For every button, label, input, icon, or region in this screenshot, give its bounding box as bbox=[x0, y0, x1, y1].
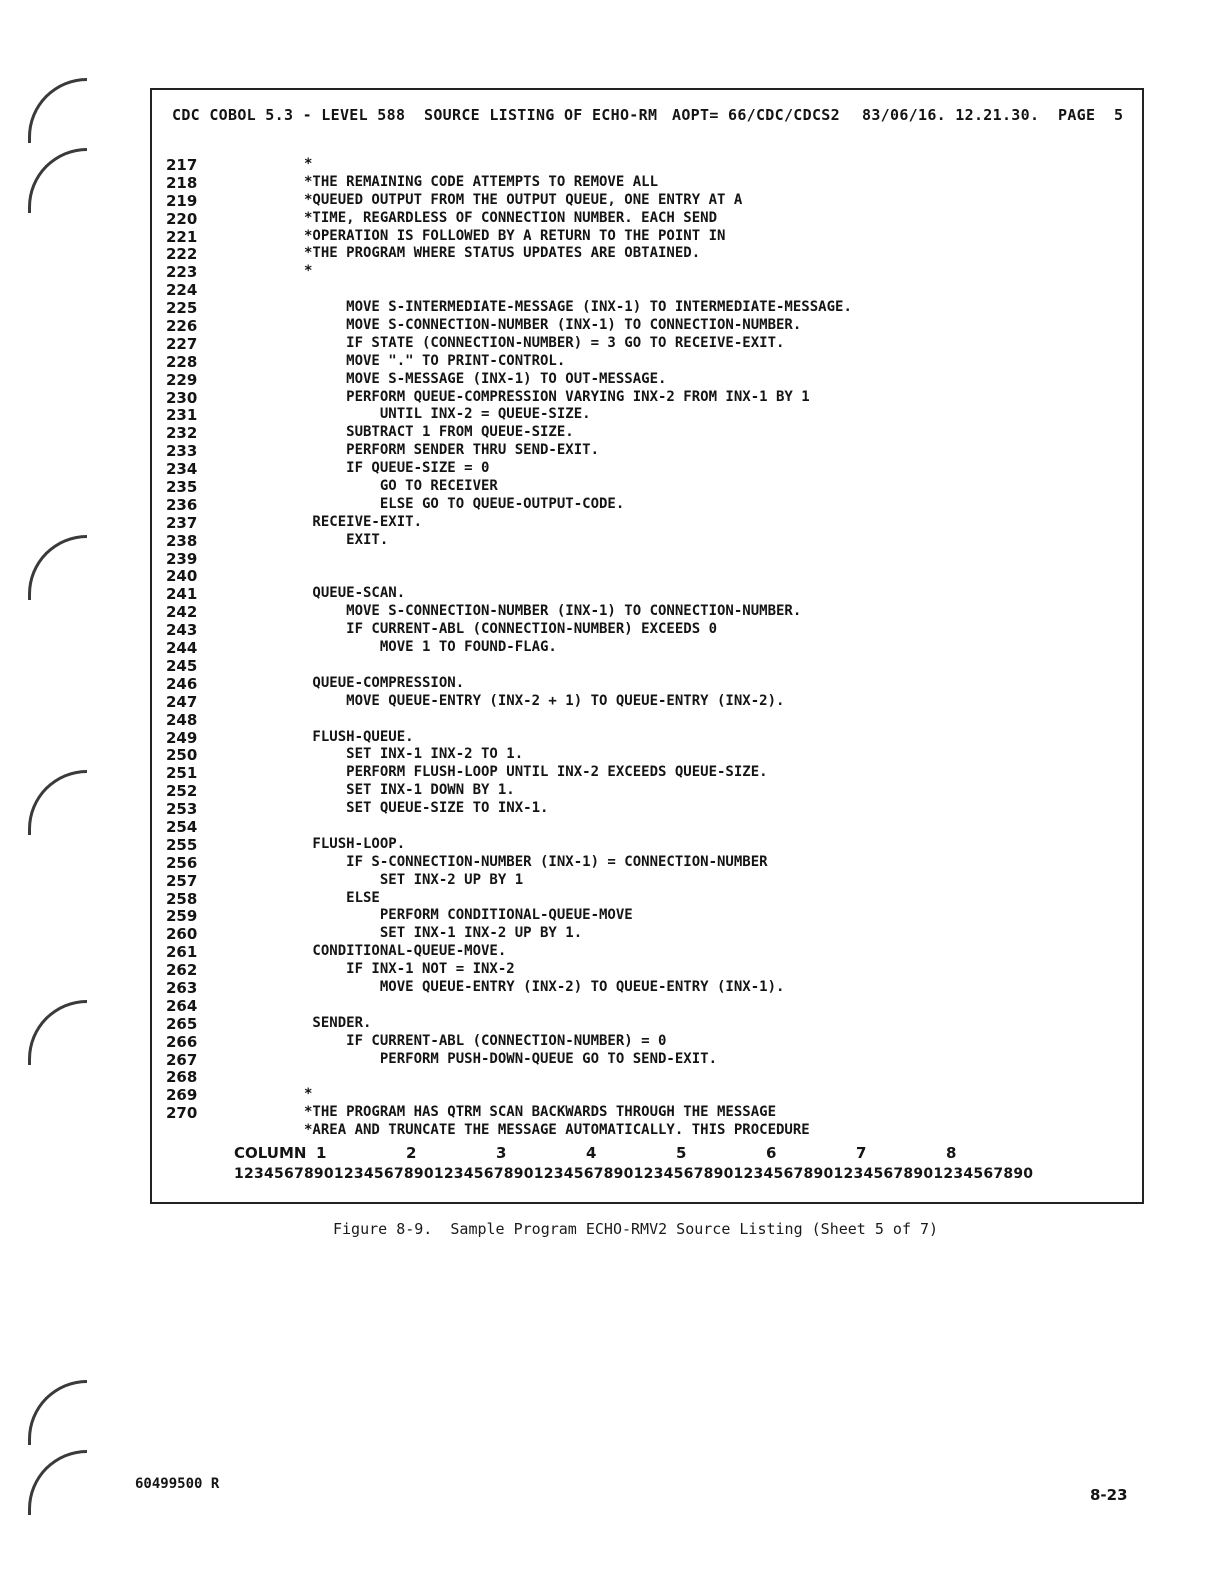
line-number: 251 bbox=[166, 764, 198, 783]
source-listing bbox=[166, 156, 1126, 1140]
code-text: SENDER. bbox=[304, 1014, 372, 1031]
code-text: CONDITIONAL-QUEUE-MOVE. bbox=[304, 943, 507, 960]
code-text: * bbox=[304, 156, 313, 172]
listing-line bbox=[166, 335, 1126, 353]
line-number: 261 bbox=[166, 943, 198, 962]
listing-line bbox=[166, 424, 1126, 442]
binder-hole-decoration bbox=[28, 535, 87, 600]
code-text: *AREA AND TRUNCATE THE MESSAGE AUTOMATICALLY. THIS PROCEDURE bbox=[304, 1122, 810, 1139]
line-number: 239 bbox=[166, 549, 198, 568]
column-mark: 7 bbox=[856, 1144, 867, 1162]
line-number: 243 bbox=[166, 621, 198, 640]
code-text: PERFORM CONDITIONAL-QUEUE-MOVE bbox=[304, 907, 633, 924]
code-text: *TIME, REGARDLESS OF CONNECTION NUMBER. EACH SEND bbox=[304, 209, 718, 226]
line-number: 245 bbox=[166, 656, 198, 675]
column-mark: 8 bbox=[946, 1144, 957, 1162]
line-number: 266 bbox=[166, 1032, 198, 1051]
line-number: 228 bbox=[166, 352, 198, 371]
code-text: EXIT. bbox=[304, 531, 389, 548]
listing-line bbox=[166, 657, 1126, 675]
code-text: PERFORM FLUSH-LOOP UNTIL INX-2 EXCEEDS QUEUE-SIZE. bbox=[304, 764, 768, 781]
listing-line bbox=[166, 621, 1126, 639]
binder-hole-decoration bbox=[28, 78, 87, 143]
listing-line bbox=[166, 281, 1126, 299]
listing-line bbox=[166, 174, 1126, 192]
listing-line bbox=[166, 1015, 1126, 1033]
line-number: 268 bbox=[166, 1068, 198, 1087]
line-number: 236 bbox=[166, 495, 198, 514]
line-number: 263 bbox=[166, 978, 198, 997]
line-number: 224 bbox=[166, 281, 198, 300]
code-text: IF INX-1 NOT = INX-2 bbox=[304, 961, 515, 978]
line-number: 258 bbox=[166, 889, 198, 908]
binder-hole-decoration bbox=[28, 1380, 87, 1445]
listing-line bbox=[166, 1104, 1126, 1122]
code-text: *THE REMAINING CODE ATTEMPTS TO REMOVE ALL bbox=[304, 173, 659, 190]
line-number: 248 bbox=[166, 710, 198, 729]
line-number: 222 bbox=[166, 245, 198, 264]
column-ruler-digits: 12345678901234567890123456789012345678901234567890123456789012345678901234567890 bbox=[234, 1166, 1034, 1182]
code-text: PERFORM QUEUE-COMPRESSION VARYING INX-2 FROM INX-1 BY 1 bbox=[304, 388, 810, 405]
code-text: FLUSH-QUEUE. bbox=[304, 728, 414, 745]
listing-line bbox=[166, 764, 1126, 782]
listing-line bbox=[166, 1068, 1126, 1086]
listing-line bbox=[166, 1086, 1126, 1104]
line-number: 246 bbox=[166, 674, 198, 693]
listing-title: SOURCE LISTING OF ECHO-RM bbox=[424, 106, 658, 124]
listing-line bbox=[166, 442, 1126, 460]
listing-line bbox=[166, 228, 1126, 246]
listing-line bbox=[166, 854, 1126, 872]
listing-header bbox=[172, 106, 1122, 134]
line-number: 240 bbox=[166, 567, 198, 586]
line-number: 250 bbox=[166, 746, 198, 765]
line-number: 244 bbox=[166, 639, 198, 658]
line-number: 255 bbox=[166, 835, 198, 854]
code-text: SET QUEUE-SIZE TO INX-1. bbox=[304, 800, 549, 817]
code-text: *THE PROGRAM WHERE STATUS UPDATES ARE OBTAINED. bbox=[304, 245, 701, 262]
code-text: UNTIL INX-2 = QUEUE-SIZE. bbox=[304, 406, 591, 423]
listing-line bbox=[166, 925, 1126, 943]
line-number: 259 bbox=[166, 907, 198, 926]
code-text: * bbox=[304, 263, 313, 280]
listing-line bbox=[166, 406, 1126, 424]
listing-line bbox=[166, 997, 1126, 1015]
listing-line bbox=[166, 907, 1126, 925]
code-text: RECEIVE-EXIT. bbox=[304, 513, 423, 530]
listing-line bbox=[166, 210, 1126, 228]
code-text: IF CURRENT-ABL (CONNECTION-NUMBER) EXCEEDS 0 bbox=[304, 621, 718, 638]
code-text: MOVE S-INTERMEDIATE-MESSAGE (INX-1) TO INTERMEDIATE-MESSAGE. bbox=[304, 299, 852, 316]
line-number: 229 bbox=[166, 370, 198, 389]
line-number: 218 bbox=[166, 173, 198, 192]
listing-line bbox=[166, 389, 1126, 407]
binder-hole-decoration bbox=[28, 1450, 87, 1515]
listing-line bbox=[166, 639, 1126, 657]
listing-line bbox=[166, 693, 1126, 711]
page-number: PAGE 5 bbox=[1058, 106, 1124, 124]
code-text: QUEUE-COMPRESSION. bbox=[304, 674, 465, 691]
line-number: 233 bbox=[166, 442, 198, 461]
figure-caption: Figure 8-9. Sample Program ECHO-RMV2 Source Listing (Sheet 5 of 7) bbox=[333, 1220, 939, 1238]
line-number: 230 bbox=[166, 388, 198, 407]
line-number: 270 bbox=[166, 1104, 198, 1123]
listing-line bbox=[166, 567, 1126, 585]
line-number: 221 bbox=[166, 227, 198, 246]
listing-line bbox=[166, 496, 1126, 514]
compiler-version: CDC COBOL 5.3 - LEVEL 588 bbox=[172, 106, 406, 124]
code-text: MOVE QUEUE-ENTRY (INX-2 + 1) TO QUEUE-ENTRY (INX-2). bbox=[304, 692, 785, 709]
line-number: 226 bbox=[166, 317, 198, 336]
code-text: ELSE bbox=[304, 889, 380, 906]
line-number: 262 bbox=[166, 961, 198, 980]
line-number: 238 bbox=[166, 531, 198, 550]
code-text: SET INX-2 UP BY 1 bbox=[304, 871, 524, 888]
listing-line bbox=[166, 800, 1126, 818]
code-text: SUBTRACT 1 FROM QUEUE-SIZE. bbox=[304, 424, 574, 441]
code-text: SET INX-1 DOWN BY 1. bbox=[304, 782, 515, 799]
listing-line bbox=[166, 478, 1126, 496]
code-text: * bbox=[304, 1086, 313, 1103]
listing-line bbox=[166, 192, 1126, 210]
line-number: 264 bbox=[166, 996, 198, 1015]
listing-line bbox=[166, 782, 1126, 800]
binder-hole-decoration bbox=[28, 1000, 87, 1065]
code-text: QUEUE-SCAN. bbox=[304, 585, 406, 602]
line-number: 247 bbox=[166, 692, 198, 711]
listing-line bbox=[166, 729, 1126, 747]
listing-line bbox=[166, 746, 1126, 764]
column-mark: 5 bbox=[676, 1144, 687, 1162]
code-text: MOVE S-MESSAGE (INX-1) TO OUT-MESSAGE. bbox=[304, 370, 667, 387]
code-text: GO TO RECEIVER bbox=[304, 478, 498, 495]
code-text: SET INX-1 INX-2 TO 1. bbox=[304, 746, 524, 763]
line-number: 219 bbox=[166, 191, 198, 210]
column-mark: 3 bbox=[496, 1144, 507, 1162]
code-text: MOVE 1 TO FOUND-FLAG. bbox=[304, 639, 557, 656]
line-number: 232 bbox=[166, 424, 198, 443]
line-number: 260 bbox=[166, 925, 198, 944]
listing-line bbox=[166, 585, 1126, 603]
line-number: 257 bbox=[166, 871, 198, 890]
code-text: MOVE S-CONNECTION-NUMBER (INX-1) TO CONNECTION-NUMBER. bbox=[304, 603, 802, 620]
listing-line bbox=[166, 353, 1126, 371]
code-text: IF STATE (CONNECTION-NUMBER) = 3 GO TO RECEIVE-EXIT. bbox=[304, 334, 785, 351]
listing-line bbox=[166, 532, 1126, 550]
listing-line bbox=[166, 299, 1126, 317]
line-number: 252 bbox=[166, 782, 198, 801]
listing-line bbox=[166, 836, 1126, 854]
line-number: 241 bbox=[166, 585, 198, 604]
code-text: IF S-CONNECTION-NUMBER (INX-1) = CONNECTION-NUMBER bbox=[304, 853, 768, 870]
line-number: 256 bbox=[166, 853, 198, 872]
listing-line bbox=[166, 263, 1126, 281]
listing-line bbox=[166, 317, 1126, 335]
listing-line bbox=[166, 943, 1126, 961]
code-text: PERFORM PUSH-DOWN-QUEUE GO TO SEND-EXIT. bbox=[304, 1050, 718, 1067]
line-number: 253 bbox=[166, 800, 198, 819]
listing-line bbox=[166, 514, 1126, 532]
listing-line bbox=[166, 872, 1126, 890]
code-text: MOVE QUEUE-ENTRY (INX-2) TO QUEUE-ENTRY (INX-1). bbox=[304, 978, 785, 995]
code-text: ELSE GO TO QUEUE-OUTPUT-CODE. bbox=[304, 495, 625, 512]
line-number: 254 bbox=[166, 817, 198, 836]
listing-line bbox=[166, 979, 1126, 997]
column-mark: 6 bbox=[766, 1144, 777, 1162]
code-text: IF QUEUE-SIZE = 0 bbox=[304, 460, 490, 477]
column-label: COLUMN bbox=[234, 1144, 307, 1162]
code-text: MOVE S-CONNECTION-NUMBER (INX-1) TO CONNECTION-NUMBER. bbox=[304, 317, 802, 334]
listing-line bbox=[166, 460, 1126, 478]
listing-line bbox=[166, 1122, 1126, 1140]
listing-line bbox=[166, 371, 1126, 389]
line-number: 237 bbox=[166, 513, 198, 532]
line-number: 242 bbox=[166, 603, 198, 622]
code-text: *THE PROGRAM HAS QTRM SCAN BACKWARDS THROUGH THE MESSAGE bbox=[304, 1104, 777, 1121]
column-mark: 2 bbox=[406, 1144, 417, 1162]
listing-frame bbox=[150, 88, 1144, 1204]
listing-datetime: 83/06/16. 12.21.30. bbox=[862, 106, 1040, 124]
code-text: SET INX-1 INX-2 UP BY 1. bbox=[304, 925, 583, 942]
listing-line bbox=[166, 675, 1126, 693]
binder-hole-decoration bbox=[28, 148, 87, 213]
code-text: MOVE "." TO PRINT-CONTROL. bbox=[304, 352, 566, 369]
line-number: 220 bbox=[166, 209, 198, 228]
code-text: IF CURRENT-ABL (CONNECTION-NUMBER) = 0 bbox=[304, 1032, 667, 1049]
line-number: 269 bbox=[166, 1086, 198, 1105]
line-number: 265 bbox=[166, 1014, 198, 1033]
listing-line bbox=[166, 603, 1126, 621]
line-number: 217 bbox=[166, 156, 198, 174]
listing-line bbox=[166, 1051, 1126, 1069]
code-text: *QUEUED OUTPUT FROM THE OUTPUT QUEUE, ONE ENTRY AT A bbox=[304, 191, 743, 208]
line-number: 225 bbox=[166, 299, 198, 318]
line-number: 267 bbox=[166, 1050, 198, 1069]
document-number: 60499500 R bbox=[135, 1476, 220, 1492]
aopt-setting: AOPT= 66/CDC/CDCS2 bbox=[672, 106, 840, 124]
line-number: 249 bbox=[166, 728, 198, 747]
binder-hole-decoration bbox=[28, 770, 87, 835]
listing-line bbox=[166, 890, 1126, 908]
listing-line bbox=[166, 961, 1126, 979]
listing-line bbox=[166, 156, 1126, 174]
line-number: 231 bbox=[166, 406, 198, 425]
footer-page-number: 8-23 bbox=[1090, 1486, 1128, 1504]
line-number: 227 bbox=[166, 334, 198, 353]
listing-line bbox=[166, 818, 1126, 836]
code-text: PERFORM SENDER THRU SEND-EXIT. bbox=[304, 442, 600, 459]
listing-line bbox=[166, 245, 1126, 263]
line-number: 234 bbox=[166, 460, 198, 479]
listing-line bbox=[166, 550, 1126, 568]
line-number: 223 bbox=[166, 263, 198, 282]
code-text: FLUSH-LOOP. bbox=[304, 835, 406, 852]
column-mark: 1 bbox=[316, 1144, 327, 1162]
line-number: 235 bbox=[166, 478, 198, 497]
listing-line bbox=[166, 1033, 1126, 1051]
code-text: *OPERATION IS FOLLOWED BY A RETURN TO THE POINT IN bbox=[304, 227, 726, 244]
listing-line bbox=[166, 711, 1126, 729]
column-mark: 4 bbox=[586, 1144, 597, 1162]
